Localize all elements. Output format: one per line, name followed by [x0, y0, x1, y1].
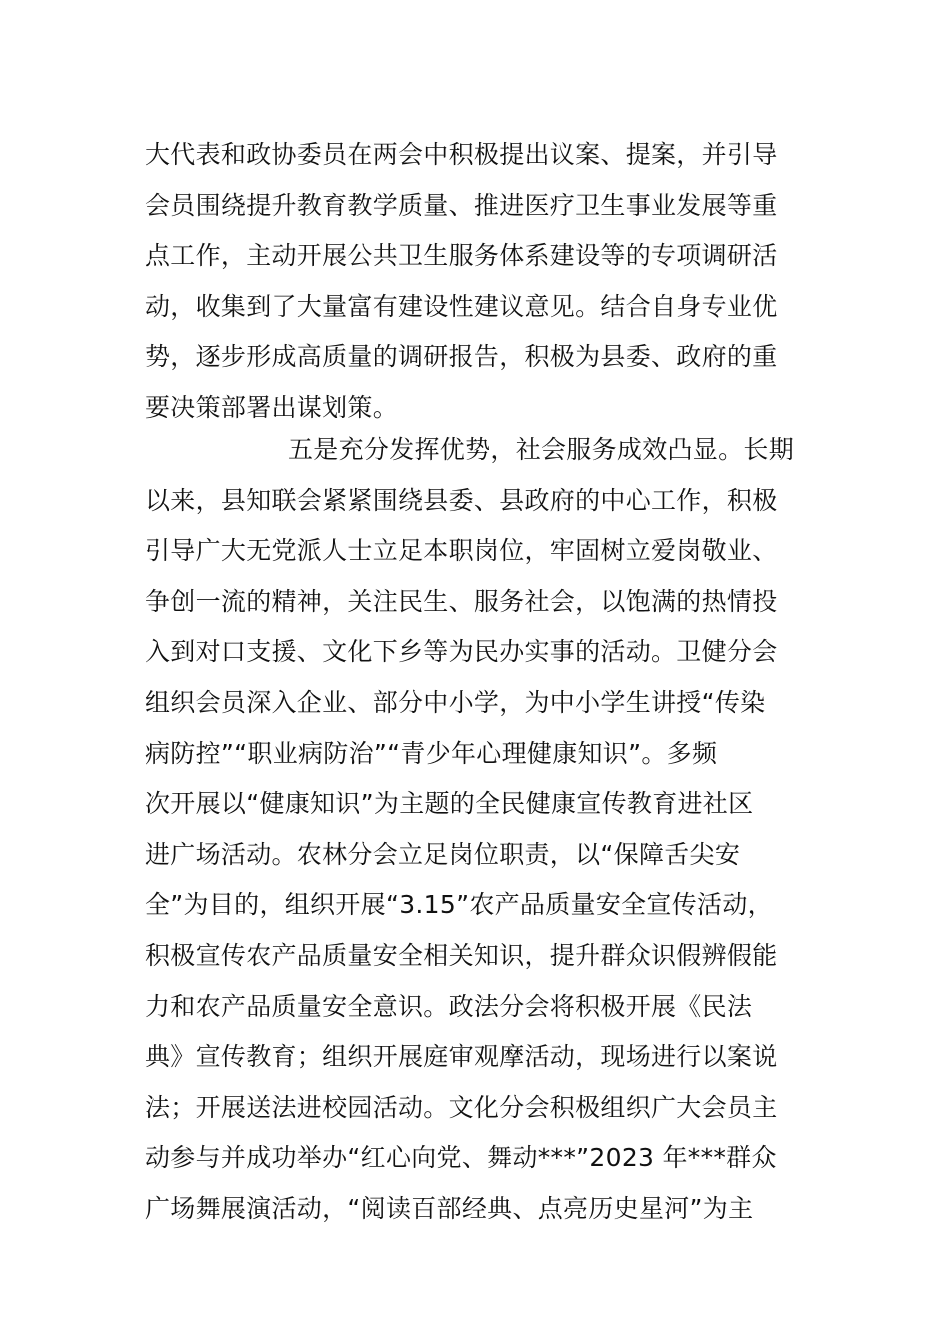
text-line: 广场舞展演活动，“阅读百部经典、点亮历史星河”为主	[145, 1193, 754, 1223]
text-line: 大代表和政协委员在两会中积极提出议案、提案，并引导	[145, 140, 778, 169]
text-line: 全”为目的，组织开展“3.15”农产品质量安全宣传活动，	[145, 890, 773, 920]
text-line: 点工作，主动开展公共卫生服务体系建设等的专项调研活	[145, 241, 778, 271]
text-line: 会员围绕提升教育教学质量、推进医疗卫生事业发展等重	[145, 190, 778, 220]
text-line: 法；开展送法进校园活动。文化分会积极组织广大会员主	[145, 1092, 778, 1122]
text-line: 争创一流的精神，关注民生、服务社会，以饱满的热情投	[145, 586, 778, 616]
text-line: 典》宣传教育；组织开展庭审观摩活动，现场进行以案说	[145, 1042, 778, 1072]
text-line: 进广场活动。农林分会立足岗位职责，以“保障舌尖安	[145, 839, 741, 869]
text-line: 力和农产品质量安全意识。政法分会将积极开展《民法	[145, 991, 753, 1021]
paragraph-five	[145, 425, 815, 1235]
text-line: 引导广大无党派人士立足本职岗位，牢固树立爱岗敬业、	[145, 536, 778, 566]
paragraph-heading-line: 五是充分发挥优势，社会服务成效凸显。长期	[288, 435, 795, 464]
text-line: 入到对口支援、文化下乡等为民办实事的活动。卫健分会	[145, 637, 778, 667]
text-line: 积极宣传农产品质量安全相关知识，提升群众识假辨假能	[145, 940, 778, 970]
text-line: 动，收集到了大量富有建设性建议意见。结合自身专业优	[145, 291, 778, 321]
text-line: 势，逐步形成高质量的调研报告，积极为县委、政府的重	[145, 342, 778, 372]
text-line: 次开展以“健康知识”为主题的全民健康宣传教育进社区	[145, 789, 754, 819]
text-line: 病防控”“职业病防治”“青少年心理健康知识”。多频	[145, 738, 718, 768]
paragraph-continued	[145, 130, 815, 434]
text-line: 以来，县知联会紧紧围绕县委、县政府的中心工作，积极	[145, 485, 778, 515]
text-line: 要决策部署出谋划策。	[145, 392, 399, 422]
text-line: 动参与并成功举办“红心向党、舞动***”2023 年***群众	[145, 1143, 777, 1173]
text-line: 组织会员深入企业、部分中小学，为中小学生讲授“传染	[145, 687, 766, 717]
